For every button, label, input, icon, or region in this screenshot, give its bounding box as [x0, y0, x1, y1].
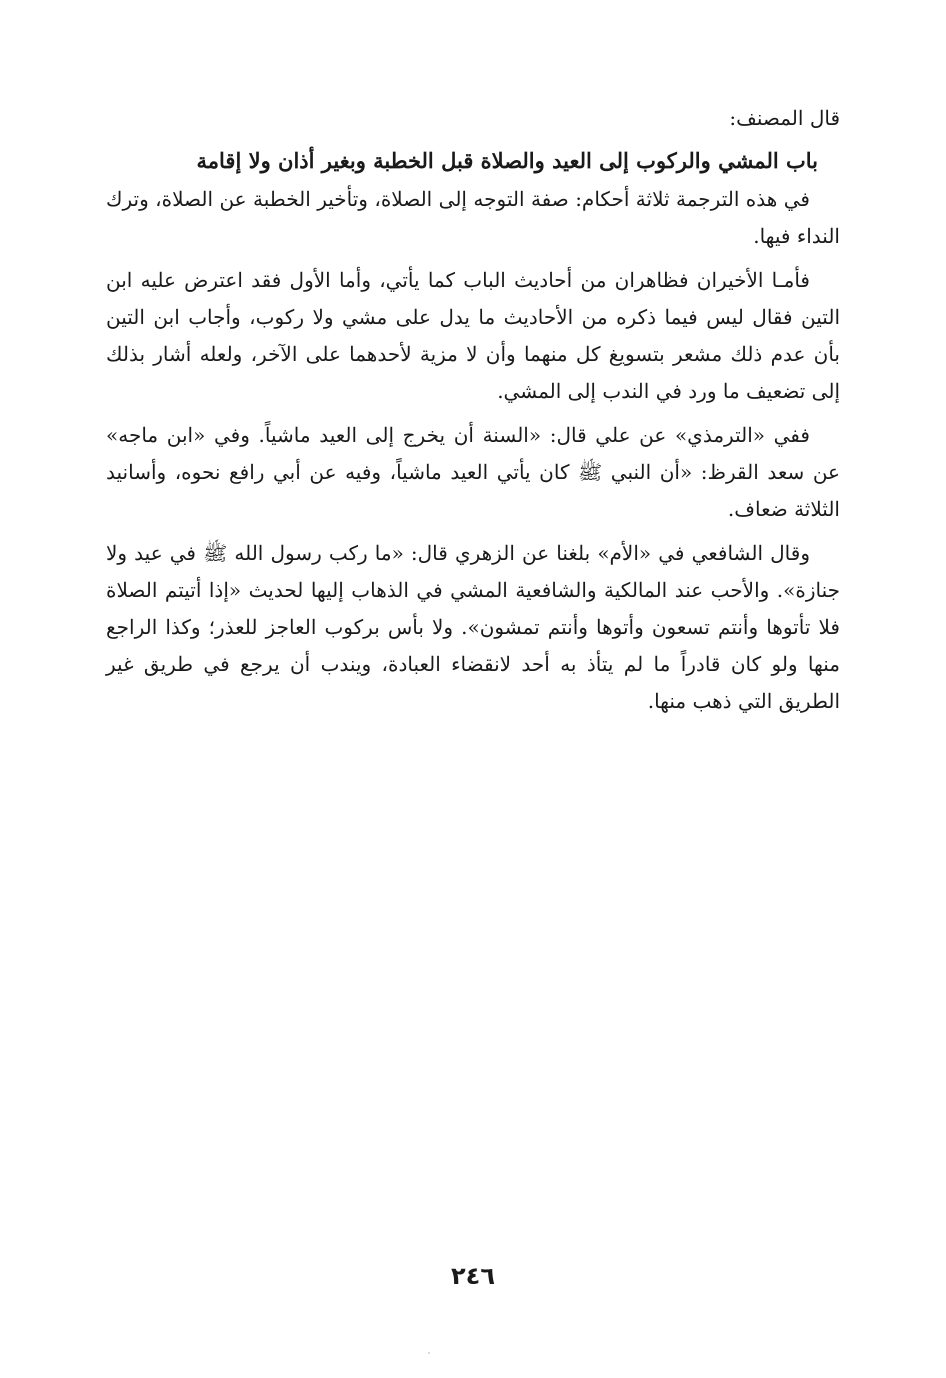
paragraph: في هذه الترجمة ثلاثة أحكام: صفة التوجه إلى الصلاة، وتأخير الخطبة عن الصلاة، وترك النداء فيها.: [106, 187, 840, 248]
paragraph: وقال الشافعي في «الأم» بلغنا عن الزهري قال: «ما ركب رسول الله ﷺ في عيد ولا جنازة». والأحب عند المالكية والشافعية المشي في الذهاب إليها لحديث «إذا أتيتم الصلاة فلا تأتوها وأنتم تسعون وأتوها وأنتم تمشون». ولا بأس بركوب العاجز للعذر؛ وكذا الراجع منها ولو كان قادراً ما لم يتأذ به أحد لانقضاء العبادة، ويندب أن يرجع في طريق غير الطريق التي ذهب منها.: [106, 541, 840, 713]
page-number: ٢٤٦: [451, 1262, 495, 1290]
text-body: [106, 100, 840, 727]
chapter-heading: باب المشي والركوب إلى العيد والصلاة قبل الخطبة وبغير أذان ولا إقامة: [196, 148, 818, 173]
paragraph: فأمـا الأخيران فظاهران من أحاديث الباب كما يأتي، وأما الأول فقد اعترض عليه ابن التين فقال ليس فيما ذكره من الأحاديث ما يدل على مشي ولا ركوب، وأجاب ابن التين بأن عدم ذلك مشعر بتسويغ كل منهما وأن لا مزية لأحدهما على الآخر، ولعله أشار بذلك إلى تضعيف ما ورد في الندب إلى المشي.: [106, 268, 840, 403]
paragraph: ففي «الترمذي» عن علي قال: «السنة أن يخرج إلى العيد ماشياً. وفي «ابن ماجه» عن سعد القرظ: «أن النبي ﷺ كان يأتي العيد ماشياً، وفيه عن أبي رافع نحوه، وأسانيد الثلاثة ضعاف.: [106, 423, 840, 521]
scan-speck: [428, 1352, 430, 1354]
intro-line: قال المصنف:: [729, 106, 840, 130]
